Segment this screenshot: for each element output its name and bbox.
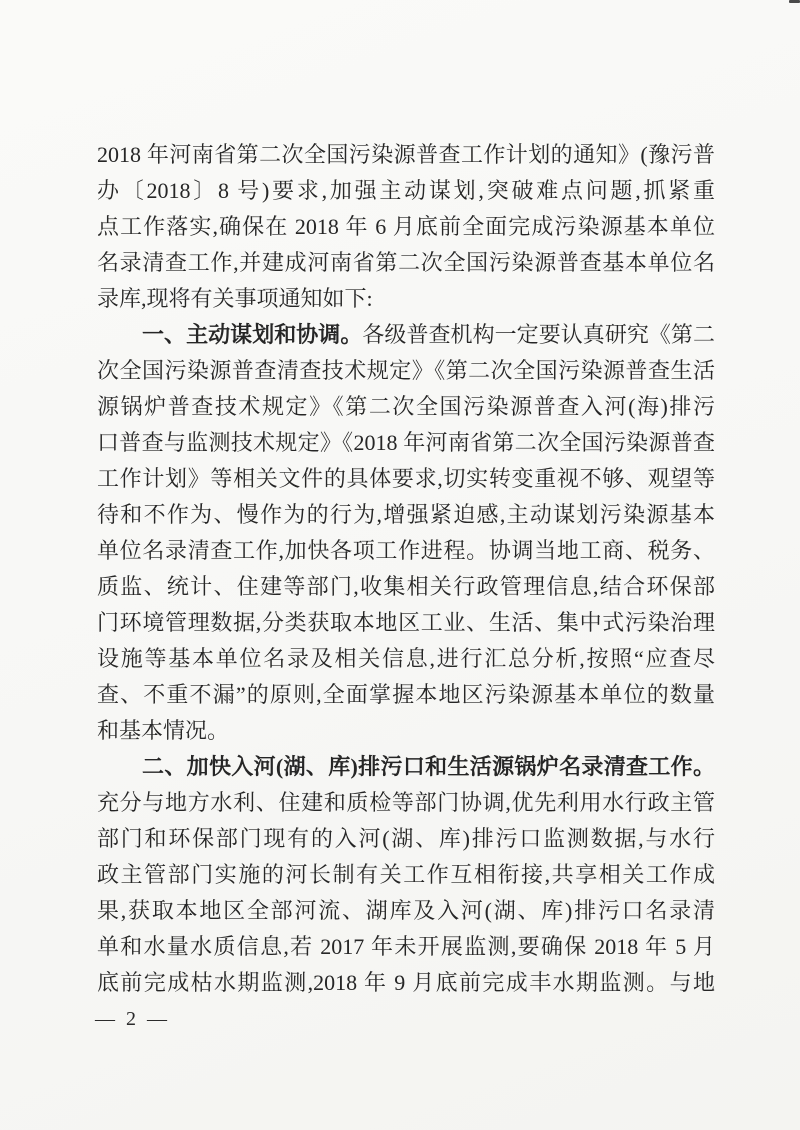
body-text: 待和不作为、慢作为的行为,增强紧迫感,主动谋划污染源基本: [97, 502, 715, 527]
text-line: [97, 929, 715, 965]
body-text: 设施等基本单位名录及相关信息,进行汇总分析,按照“应查尽: [97, 646, 715, 671]
text-line: [97, 785, 715, 821]
heading-text: 二、加快入河(湖、库)排污口和生活源锅炉名录清查工作。: [142, 754, 715, 779]
body-text: 质监、统计、住建等部门,收集相关行政管理信息,结合环保部: [97, 574, 715, 599]
text-line: [97, 641, 715, 677]
body-text: 点工作落实,确保在 2018 年 6 月底前全面完成污染源基本单位: [97, 214, 715, 239]
text-line: [97, 461, 715, 497]
text-line: [97, 389, 715, 425]
text-line: [97, 317, 715, 353]
body-text: 各级普查机构一定要认真研究《第二: [362, 322, 715, 347]
body-text: 部门和环保部门现有的入河(湖、库)排污口监测数据,与水行: [97, 826, 715, 851]
body-text: 政主管部门实施的河长制有关工作互相衔接,共享相关工作成: [97, 862, 715, 887]
body-text: 和基本情况。: [97, 718, 230, 743]
body-text: 源锅炉普查技术规定》《第二次全国污染源普查入河(海)排污: [97, 394, 715, 419]
text-line: [97, 281, 715, 317]
text-line: [97, 857, 715, 893]
text-line: [97, 605, 715, 641]
heading-text: 一、主动谋划和协调。: [142, 322, 363, 347]
text-line: [97, 965, 715, 1001]
text-line: [97, 425, 715, 461]
text-line: [97, 497, 715, 533]
body-text: 办〔2018〕8 号)要求,加强主动谋划,突破难点问题,抓紧重: [97, 178, 715, 203]
document-body: [97, 137, 715, 1001]
body-text: 单和水量水质信息,若 2017 年未开展监测,要确保 2018 年 5 月: [97, 934, 715, 959]
body-text: 名录清查工作,并建成河南省第二次全国污染源普查基本单位名: [97, 250, 715, 275]
text-line: [97, 173, 715, 209]
body-text: 充分与地方水利、住建和质检等部门协调,优先利用水行政主管: [97, 790, 715, 815]
body-text: 果,获取本地区全部河流、湖库及入河(湖、库)排污口名录清: [97, 898, 715, 923]
body-text: 2018 年河南省第二次全国污染源普查工作计划的通知》(豫污普: [97, 142, 715, 167]
text-line: [97, 893, 715, 929]
text-line: [97, 677, 715, 713]
text-line: [97, 137, 715, 173]
text-line: [97, 533, 715, 569]
text-line: [97, 353, 715, 389]
body-text: 口普查与监测技术规定》《2018 年河南省第二次全国污染源普查: [97, 430, 715, 455]
text-line: [97, 749, 715, 785]
body-text: 门环境管理数据,分类获取本地区工业、生活、集中式污染治理: [97, 610, 715, 635]
body-text: 工作计划》等相关文件的具体要求,切实转变重视不够、观望等: [97, 466, 715, 491]
text-line: [97, 713, 715, 749]
text-line: [97, 821, 715, 857]
text-line: [97, 209, 715, 245]
body-text: 单位名录清查工作,加快各项工作进程。协调当地工商、税务、: [97, 538, 715, 563]
body-text: 查、不重不漏”的原则,全面掌握本地区污染源基本单位的数量: [97, 682, 715, 707]
body-text: 次全国污染源普查清查技术规定》《第二次全国污染源普查生活: [97, 358, 715, 383]
page-number: — 2 —: [95, 1008, 170, 1030]
body-text: 底前完成枯水期监测,2018 年 9 月底前完成丰水期监测。与地: [97, 970, 715, 995]
body-text: 录库,现将有关事项通知如下:: [97, 286, 373, 311]
text-line: [97, 245, 715, 281]
text-line: [97, 569, 715, 605]
scan-artifact: [789, 0, 800, 3]
